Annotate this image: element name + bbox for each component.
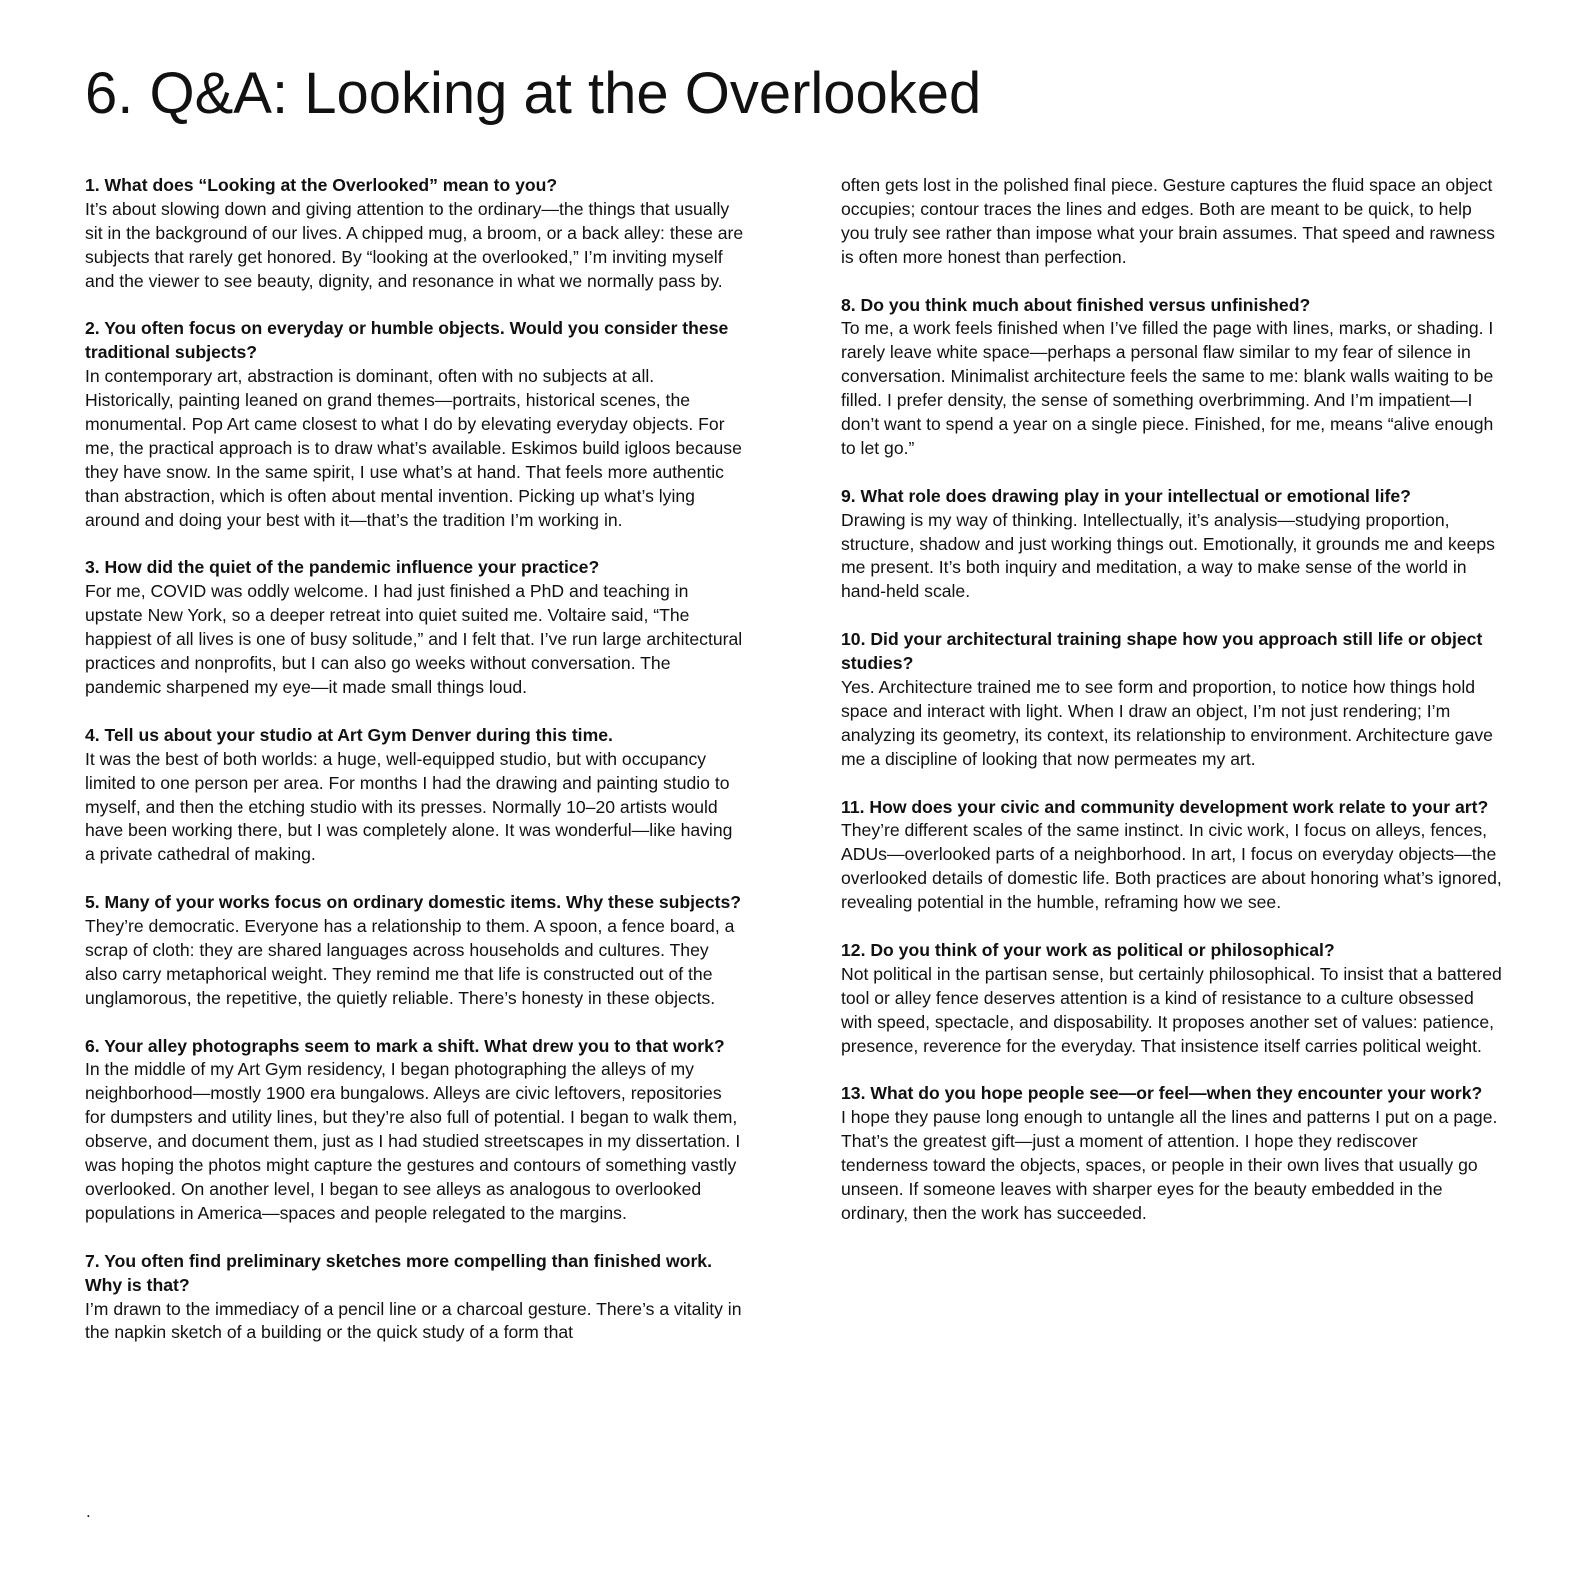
question-13: 13. What do you hope people see—or feel—when they encounter your work?: [841, 1083, 1483, 1104]
answer-13: I hope they pause long enough to untangle all the lines and patterns I put on a page. That’s the greatest gift—just a moment of attention. I hope they rediscover tenderness toward the objects, spaces, or people in their own lives that usually go unseen. If someone leaves with sharper eyes for the beauty embedded in the ordinary, then the work has succeeded.: [841, 1107, 1498, 1223]
question-9: 9. What role does drawing play in your intellectual or emotional life?: [841, 485, 1411, 506]
qa-item-1: [85, 174, 745, 294]
qa-item-7-continued: [841, 174, 1505, 270]
qa-item-11: [841, 796, 1505, 916]
qa-item-13: [841, 1082, 1505, 1225]
answer-4: It was the best of both worlds: a huge, well-equipped studio, but with occupancy limited to one person per area. For months I had the drawing and painting studio to myself, and then the etching studio with its presses. Normally 10–20 artists would have been working there, but I was completely alone. It was wonderful—like having a private cathedral of making.: [85, 748, 733, 865]
question-11: 11. How does your civic and community development work relate to your art?: [841, 796, 1489, 817]
answer-8: To me, a work feels finished when I’ve filled the page with lines, marks, or shading. I rarely leave white space—perhaps a personal flaw similar to my fear of silence in conversation. Minimalist architecture feels the same to me: blank walls waiting to be filled. I prefer density, the sense of something overbrimming. And I’m impatient—I don’t want to spend a year on a single piece. Finished, for me, means “alive enough to let go.”: [841, 318, 1494, 458]
question-2: 2. You often focus on everyday or humble objects. Would you consider these traditional subjects?: [85, 318, 729, 363]
qa-item-2: [85, 317, 745, 532]
answer-3: For me, COVID was oddly welcome. I had just finished a PhD and teaching in upstate New York, so a deeper retreat into quiet suited me. Voltaire said, “The happiest of all lives is one of busy solitude,” and I felt that. I’ve run large architectural practices and nonprofits, but I can also go weeks without conversation. The pandemic sharpened my eye—it made small things loud.: [85, 581, 743, 697]
answer-7-continued: often gets lost in the polished final piece. Gesture captures the fluid space an object occupies; contour traces the lines and edges. Both are meant to be quick, to help you truly see rather than impose what your brain assumes. That speed and rawness is often more honest than perfection.: [841, 175, 1495, 267]
question-8: 8. Do you think much about finished versus unfinished?: [841, 294, 1311, 315]
qa-item-12: [841, 939, 1505, 1059]
qa-item-8: [841, 294, 1505, 461]
answer-2: In contemporary art, abstraction is dominant, often with no subjects at all. Historically, painting leaned on grand themes—portraits, historical scenes, the monumental. Pop Art came closest to what I do by elevating everyday objects. For me, the practical approach is to draw what’s available. Eskimos build igloos because they have snow. In the same spirit, I use what’s at hand. That feels more authentic than abstraction, which is often about mental invention. Picking up what’s lying around and doing your best with it—that’s the tradition I’m working in.: [85, 366, 742, 530]
question-5: 5. Many of your works focus on ordinary domestic items. Why these subjects?: [85, 892, 742, 913]
qa-item-7: [85, 1250, 745, 1346]
question-10: 10. Did your architectural training shape how you approach still life or object studies?: [841, 629, 1483, 674]
answer-10: Yes. Architecture trained me to see form and proportion, to notice how things hold space and interact with light. When I draw an object, I’m not just rendering; I’m analyzing its geometry, its context, its relationship to environment. Architecture gave me a discipline of looking that now permeates my art.: [841, 676, 1493, 769]
answer-1: It’s about slowing down and giving attention to the ordinary—the things that usually sit in the background of our lives. A chipped mug, a broom, or a back alley: these are subjects that rarely get honored. By “looking at the overlooked,” I’m inviting myself and the viewer to see beauty, dignity, and resonance in what we normally pass by.: [85, 198, 744, 291]
qa-item-3: [85, 556, 745, 699]
question-7: 7. You often find preliminary sketches more compelling than finished work. Why is that?: [85, 1250, 712, 1295]
right-column: [841, 174, 1505, 1250]
left-column: [85, 174, 745, 1369]
question-12: 12. Do you think of your work as political or philosophical?: [841, 939, 1335, 960]
answer-5: They’re democratic. Everyone has a relationship to them. A spoon, a fence board, a scrap of cloth: they are shared languages across households and cultures. They also carry metaphorical weight. They remind me that life is constructed out of the unglamorous, the repetitive, the quietly reliable. There’s honesty in these objects.: [85, 916, 735, 1008]
qa-item-5: [85, 891, 745, 1011]
qa-item-4: [85, 724, 745, 867]
qa-item-6: [85, 1035, 745, 1226]
answer-11: They’re different scales of the same instinct. In civic work, I focus on alleys, fences, ADUs—overlooked parts of a neighborhood. In art, I focus on everyday objects—the overlooked details of domestic life. Both practices are about honoring what’s ignored, revealing potential in the humble, reframing how we see.: [841, 820, 1502, 913]
question-4: 4. Tell us about your studio at Art Gym Denver during this time.: [85, 724, 613, 745]
question-1: 1. What does “Looking at the Overlooked” mean to you?: [85, 175, 558, 195]
answer-6: In the middle of my Art Gym residency, I began photographing the alleys of my neighborhood—mostly 1900 era bungalows. Alleys are civic leftovers, repositories for dumpsters and utility lines, but they’re also full of potential. I began to walk them, observe, and document them, just as I had studied streetscapes in my dissertation. I was hoping the photos might capture the gestures and contours of something vastly overlooked. On another level, I began to see alleys as analogous to overlooked populations in America—spaces and people relegated to the margins.: [85, 1059, 741, 1223]
answer-7: I’m drawn to the immediacy of a pencil line or a charcoal gesture. There’s a vitality in the napkin sketch of a building or the quick study of a form that: [85, 1298, 742, 1343]
footer-mark: .: [86, 1502, 91, 1521]
page-title: 6. Q&A: Looking at the Overlooked: [85, 61, 982, 126]
answer-12: Not political in the partisan sense, but certainly philosophical. To insist that a battered tool or alley fence deserves attention is a kind of resistance to a culture obsessed with speed, spectacle, and disposability. It proposes another set of values: patience, presence, reverence for the everyday. That insistence itself carries political weight.: [841, 963, 1502, 1056]
answer-9: Drawing is my way of thinking. Intellectually, it’s analysis—studying proportion, structure, shadow and just working things out. Emotionally, it grounds me and keeps me present. It’s both inquiry and meditation, a way to make sense of the world in hand-held scale.: [841, 509, 1495, 602]
qa-item-9: [841, 485, 1505, 605]
question-6: 6. Your alley photographs seem to mark a shift. What drew you to that work?: [85, 1035, 725, 1056]
question-3: 3. How did the quiet of the pandemic influence your practice?: [85, 557, 600, 578]
qa-item-10: [841, 628, 1505, 771]
